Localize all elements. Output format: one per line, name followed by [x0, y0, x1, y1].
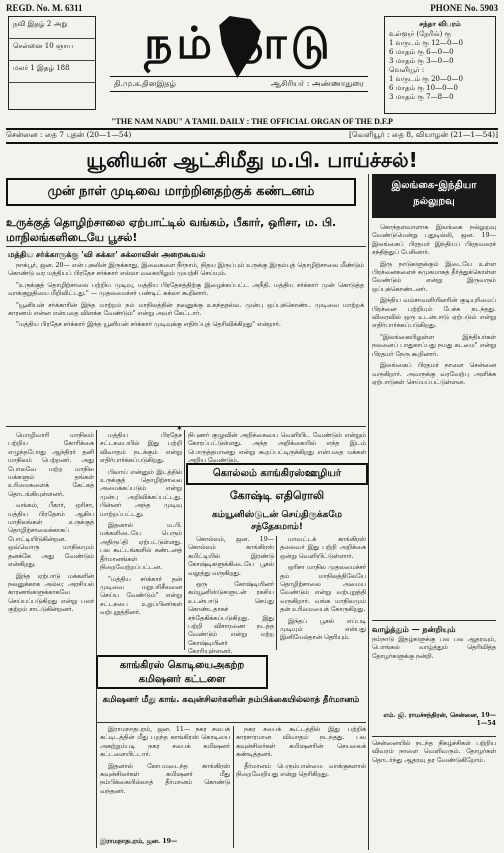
divider — [96, 722, 366, 723]
article-paragraph: மத்திய பிரதேச சட்டசபையில் இது பற்றி விவாதம் நடக்கும் என்று எதிர்பார்க்கப்படுகிறது. — [100, 432, 182, 465]
subscription-line: வெளியூர் : — [389, 66, 425, 74]
dateline-left: சென்னை : தை 7 புதன் (20—1—54) — [6, 130, 132, 139]
date-box-row: சென்னை 10 ஞாய — [9, 39, 95, 61]
date-box — [8, 16, 96, 110]
sidebar-article — [372, 224, 496, 554]
column-divider — [276, 536, 277, 650]
article-paragraph: இதனால் ம.பி. மக்களிடையே பெரும் அதிருப்தி ஏற்பட்டுள்ளது. பல கூட்டங்களில் கண்டனத் தீர்மானங்கள் நிறைவேற்றப்பட்டன. — [100, 522, 182, 572]
subscription-line: உள்ளூர் (நேரில்) ரூ — [389, 30, 452, 38]
signature: எம். ஜி. ராமச்சந்திரன், சென்னை, 19—1—54 — [383, 712, 496, 728]
kollam-headline-box: கொல்லம் காங்கிரஸ்ஊழியர் — [186, 463, 368, 485]
kollam-subheadline: கோஷ்டி எதிரொலி — [229, 489, 325, 502]
sidebar-last-article: சென்னையில் நடந்த நிகழ்ச்சிகள் பற்றிய விவரம் நாளை வெளிவரும். தோழர்கள் தொடர்ந்து ஆதரவு தர வேண்டுகிறோம். — [372, 740, 496, 764]
article-paragraph: "மத்திய சர்க்கார் தன் முடிவை மறுபரிசீலனை செய்ய வேண்டும்" என்று சட்டசபை உறுப்பினர்கள் வற்புறுத்தினர். — [100, 575, 182, 617]
masthead — [104, 14, 374, 114]
date-box-row: மலர் 1 இதழ் 188 — [9, 61, 95, 83]
banner-right-text: ஆசிரியர் : அண்ணாதுரை — [270, 79, 364, 88]
sidebar-headline: இலங்கை-இந்தியா நல்லுறவு — [372, 174, 496, 218]
article-paragraph: மாவட்டக் காங்கிரஸ் தலைவர் இது பற்றி அறிக்கை ஒன்று வெளியிட்டுள்ளார். — [280, 536, 366, 560]
dateline — [6, 130, 498, 140]
subscription-title: சந்தா விபரம் — [419, 19, 461, 28]
article-column-3-top: நிபுணர் குழுவின் அறிக்கையை வெளியிட வேண்டும் என்றும் கோரப்பட்டுள்ளது. அந்த அறிக்கையில் எந்த இடம் பொருத்தமானது என்று கூறப்பட்டிருக்கிறது என்பதை மக்கள் அறிய வேண்டும். — [188, 432, 366, 465]
main-headline: யூனியன் ஆட்சிமீது ம.பி. பாய்ச்சல்! — [86, 148, 418, 172]
divider — [372, 736, 496, 737]
subscription-line: 6 மாதம் ரூ 10—0—0 — [389, 84, 458, 92]
subscription-box — [384, 16, 496, 114]
sidebar-paragraph: "இலங்கையிலுள்ள இந்தியர்கள் நலனைப் பாதுகாப்பது நமது கடமை" என்று பிரதமர் நேரு கூறினார். — [372, 333, 496, 358]
column-divider — [368, 174, 369, 850]
sidebar-paragraph: கொந்தளவாளாக இலங்கை நல்லுறவு வேண்டுமென்று புதுடில்லி, ஜன. 19— இலங்கைப் பிரதமர் இந்தியப் பிரதமரைச் சந்தித்துப் பேசினார். — [372, 224, 496, 257]
article-paragraph: வங்கம், பீகார், ஒரிசா, மத்திய பிரதேசம் ஆகிய மாநிலங்கள் உருக்குத் தொழிற்சாலைக்காகப் போட்டியிடுகின்றன. ஒவ்வொரு மாநிலமும் தனக்கே அது வேண்டும் என்கிறது. — [8, 502, 94, 569]
subscription-line: 6 மாதம் ரூ 6—0—0 — [389, 48, 454, 56]
article-paragraph: கொல்லம், ஜன. 19— கொல்லம் காங்கிரஸ் கமிட்டியில் இரண்டு கோஷ்டிகளுக்கிடையே பூசல் வலுத்து வருகிறது. — [188, 536, 274, 577]
sidebar-paragraph: இரு நாடுகளுக்கும் இடையே உள்ள பிரச்னைகளைச் சுமுகமாகத் தீர்த்துக்கொள்ள வேண்டும் என்று இருவரும் ஒப்புக்கொண்டனர். — [372, 260, 496, 293]
article-column-2 — [100, 432, 182, 650]
column-divider — [184, 430, 185, 650]
kollam-article — [188, 536, 274, 656]
subscription-line: 1 வருடம் ரூ 12—0—0 — [389, 39, 463, 47]
congress-article — [100, 726, 230, 836]
article-paragraph: "மத்திய பிரதேச சர்க்கார் இந்த யூனியன் சர்க்கார் முடிவுக்கு எதிர்ப்புத் தெரிவிக்கிறது" என்றார். — [16, 321, 281, 329]
article-paragraph: ஒரிசா மாநில முதலமைச்சர் தம் மாநிலத்திலேயே தொழிற்சாலை அமைய வேண்டும் என்று வற்புறுத்தி வருகிறார். வங்க மாநிலமும் தன் உரிமையைக் கோருகிறது. — [280, 564, 366, 614]
sidebar-paragraph: இலங்கைப் பிரதமர் நாளை சென்னை வருகிறார். அவருக்கு வரவேற்பு அளிக்க ஏற்பாடுகள் செய்யப்பட்டுள்ளன. — [372, 362, 496, 386]
newspaper-title: நம் நாடு — [144, 18, 334, 69]
subscription-line: 3 மாதம் ரூ 7—8—0 — [389, 93, 454, 101]
sub-headline: உருக்குத் தொழிற்சாலை ஏற்பாட்டில் வங்கம், பீகார், ஒரிசா, ம. பி. மாநிலங்களிடையே பூசல்! — [6, 216, 337, 244]
star-icon: ✶ — [176, 424, 183, 433]
divider — [6, 142, 498, 144]
wish-body: நம்நாடு இதழ்களுக்கு பல பல ஆதரவும், பொங்கல் வாழ்த்தும் தெரிவித்த தோழர்களுக்கு நன்றி. — [372, 636, 496, 660]
sidebar-paragraph: இந்திய வம்சாவளியினரின் குடியுரிமைப் பிரச்னை பற்றியும் பேச்சு நடந்தது. விரைவில் ஒரு உடன்பாடு ஏற்படும் என்று எதிர்பார்க்கப்படுகிறது. — [372, 297, 496, 330]
article-paragraph: நாக்பூர், ஜன. 20— என் புகலின் இருக்காது, இவைகளை நீர்நாம், நிதய இருப்பும் உருக்கு இரும்புத் தொழிற்சாலை மீண்டும் கொண்டு வர மத்தியப் பிரதேச சர்க்கார் எல்லா வகையிலும் முயற்சி செய்யும். — [8, 262, 364, 278]
article-paragraph: "உருக்குத் தொழிற்சாலை பற்றிய முடிவு, மத்திய பிரதேசத்திற்கு இழைக்கப்பட்ட அநீதி. மத்திய சர்க்கார் முன் கொடுத்த வாக்குறுதியை மீறிவிட்டது." — முதலமைச்சர் பண்டிட் சுக்லா கூறினார். — [8, 281, 364, 298]
bottom-dateline: இராமநாதபுரம், ஜன. 19— — [100, 838, 178, 845]
congress-article-cont — [236, 726, 366, 836]
date-box-row — [9, 83, 95, 105]
article-paragraph: "யூனியன் சர்க்காரின் இந்த மாற்றம் நம் மாநிலத்தின் நலனுக்கு உகந்ததல்ல. முன்பு ஒப்புக்கொண்ட முடிவை மாற்றக் காரணம் என்ன என்பதை விளக்க வேண்டும்" என்று அவர் கேட்டார். — [8, 301, 364, 318]
phone-number: PHONE No. 5903 — [430, 3, 498, 13]
article-paragraph: ஒரு கோஷ்டியினர் கம்யூனிஸ்டுகளுடன் ரகசிய உடன்பாடு செய்து கொண்டதாகச் சந்தேகிக்கப்படுகிறது. இது பற்றி விசாரணை நடத்த வேண்டும் என்று மற்ற கோஷ்டியினர் கோரியுள்ளனர். — [188, 581, 274, 656]
column-divider — [96, 430, 97, 848]
kollam-subheadline-2: கம்யூனிஸ்டுடன் செய்திருக்கமே சந்தேகமாம்! — [212, 510, 342, 532]
banner-left-text: தி.மு.க.தினஇதழ் — [114, 79, 176, 88]
column-divider — [233, 726, 234, 848]
dateline-right: [வெளியூர் : தை 8, வியாழன் (21—1—54)] — [349, 130, 498, 139]
subscription-line: 3 மாதம் ரூ 3—0—0 — [389, 57, 454, 65]
congress-headline-box: காங்கிரஸ் கொடியைஅகற்ற கமிஷனர் கட்டளை — [96, 655, 268, 689]
divider — [6, 426, 366, 427]
article-paragraph: இராமநாதபுரம், ஜன. 11— நகர சபைக் கட்டிடத்தின் மீது பறந்த காங்கிரஸ் கொடியை அகற்றும்படி நகர சபைக் கமிஷனர் கட்டளையிட்டார். — [100, 726, 230, 759]
article-intro: மத்திய சர்க்காருக்கு 'வி சுக்கா' சுக்லாவின் அறைகூவல் — [8, 249, 206, 259]
divider — [372, 620, 496, 621]
subscription-line: 1 வருடம் ரூ 20—0—0 — [389, 75, 463, 83]
registration-number: REGD. No. M. 6311 — [6, 3, 83, 13]
article-paragraph: பிலாய் என்னும் இடத்தில் உருக்குத் தொழிற்சாலை அமைக்கப்படும் என்று முன்பு அறிவிக்கப்பட்டது. பின்னர் அந்த முடிவு மாற்றப்பட்டது. — [100, 468, 182, 518]
masthead-banner — [110, 76, 368, 92]
article-paragraph: தீர்மானம் பெரும்பான்மை வாக்குகளால் நிறைவேறியது என்று தெரிகிறது. — [236, 762, 366, 779]
tagline: "THE NAM NADU" A TAMIL DAILY : THE OFFICIAL ORGAN OF THE D.F.P — [111, 117, 393, 126]
date-box-row: நவி இதழ் 2 அறு — [9, 17, 95, 39]
article-paragraph: இதனால் கோபமடைந்த காங்கிரஸ் கவுன்சிலர்கள் கமிஷனர் மீது நம்பிக்கையில்லாத் தீர்மானம் கொண்டு வந்தனர். — [100, 762, 230, 795]
kollam-article-cont — [280, 536, 366, 650]
article-paragraph: இந்த ஏற்பாடு மக்களின் நலனுக்காக அல்ல; அரசியல் காரணங்களுக்காகவே செய்யப்படுகிறது என்று பலர் குற்றம் சாட்டுகின்றனர். — [8, 572, 94, 614]
wish-heading: வாழ்த்தும் — நன்றியும் — [372, 624, 456, 634]
article-paragraph: நகர சபைக் கூட்டத்தில் இது பற்றிக் காரசாரமான விவாதம் நடந்தது. பல கவுன்சிலர்கள் கமிஷனரின் செயலைக் கண்டித்தனர். — [236, 726, 366, 759]
sub-headline-box: முன் நாள் முடிவை மாற்றினதற்குக் கண்டனம் — [6, 178, 356, 206]
article-paragraph: இந்தப் பூசல் எப்படி முடியும் என்பது இனிமேல்தான் தெரியும். — [280, 617, 366, 642]
lead-article — [8, 262, 364, 422]
congress-subheadline: கமிஷனர் மீது காங். கவுன்சிலர்களின் நம்பிக்கையில்லாத் தீர்மானம் — [102, 695, 360, 705]
article-paragraph: மொழிவாரி மாநிலம் பற்றிய கோரிக்கை எழுந்தபோது ஆந்திரர் தனி மாநிலம் பெற்றனர். அது போலவே மற்ற மாநில மக்களும் தங்கள் உரிமைகளைக் கேட்கத் தொடங்கியுள்ளனர். — [8, 432, 94, 498]
divider — [6, 246, 366, 247]
article-column-1 — [8, 432, 94, 846]
